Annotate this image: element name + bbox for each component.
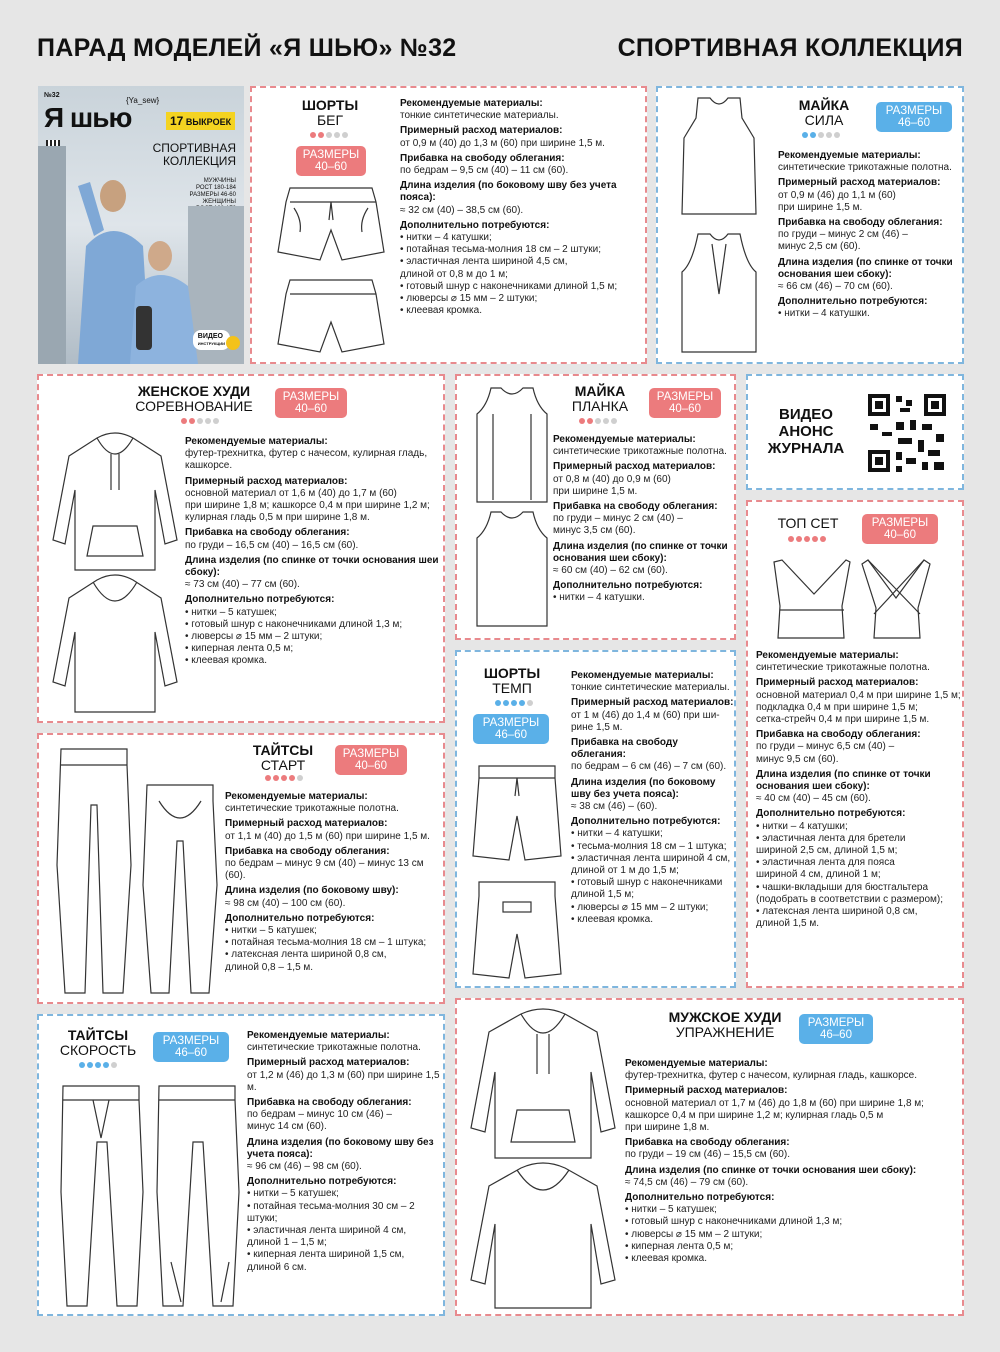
spec-line: кашкорсе. bbox=[185, 460, 233, 472]
spec-line: кулирная гладь 0,5 м при ширине 1,8 м. bbox=[185, 512, 370, 524]
spec-line: (подобрать в соответствии с размером); bbox=[756, 893, 944, 905]
sizes-badge bbox=[275, 388, 347, 418]
spec-line: ≈ 40 см (40) – 45 см (60). bbox=[756, 793, 871, 805]
spec-line: длиной 1,5 м; bbox=[571, 889, 635, 901]
card-shorts-tempo[interactable] bbox=[455, 650, 736, 988]
difficulty-dot bbox=[812, 536, 818, 542]
card-title: МУЖСКОЕ ХУДИ bbox=[668, 1009, 782, 1025]
spec-line: • нитки – 5 катушек; bbox=[225, 925, 317, 937]
spec-heading: Прибавка на свободу облегания: bbox=[400, 152, 565, 164]
difficulty-dot bbox=[289, 775, 295, 781]
spec-heading: Прибавка на свободу облегания: bbox=[756, 729, 921, 741]
difficulty-dot bbox=[611, 418, 617, 424]
spec-line: рине 1,5 м. bbox=[571, 721, 623, 733]
spec-heading: Длина изделия (по боковому шву без учета пояса): bbox=[247, 1136, 434, 1160]
cover-title-line2: КОЛЛЕКЦИЯ bbox=[163, 154, 236, 168]
difficulty-dots bbox=[788, 536, 828, 544]
spec-heading: Примерный расход материалов: bbox=[625, 1085, 788, 1097]
spec-line: по бедрам – минус 10 см (46) – bbox=[247, 1109, 392, 1121]
spec-heading: Примерный расход материалов: bbox=[247, 1057, 410, 1069]
difficulty-dot bbox=[87, 1062, 93, 1068]
cover-patterns-count: 17 bbox=[170, 114, 184, 128]
sizes-range: 46–60 bbox=[495, 729, 527, 741]
spec-line: • киперная лента 0,5 м; bbox=[625, 1240, 734, 1252]
spec-line: • нитки – 4 катушки. bbox=[778, 308, 870, 320]
spec-line: • клеевая кромка. bbox=[625, 1253, 707, 1265]
spec-line: • люверсы ⌀ 15 мм – 2 штуки; bbox=[571, 901, 709, 913]
sizes-label: РАЗМЕРЫ bbox=[482, 717, 540, 729]
magazine-cover[interactable] bbox=[38, 86, 244, 364]
spec-line: от 1,1 м (40) до 1,5 м (60) при ширине 1,5 м. bbox=[225, 830, 430, 842]
sizes-label: РАЗМЕРЫ bbox=[342, 748, 400, 760]
spec-heading: Дополнительно потребуются: bbox=[400, 219, 550, 231]
difficulty-dot bbox=[519, 700, 525, 706]
card-title: МАЙКА bbox=[798, 97, 850, 113]
spec-heading: Примерный расход материалов: bbox=[400, 125, 563, 137]
spec-heading: Прибавка на свободу облегания: bbox=[625, 1137, 790, 1149]
spec-line: ≈ 96 см (46) – 98 см (60). bbox=[247, 1161, 362, 1173]
spec-line: минус 2,5 см (60). bbox=[778, 241, 861, 253]
cover-issue: №32 bbox=[44, 92, 60, 99]
difficulty-dot bbox=[205, 418, 211, 424]
card-subtitle: БЕГ bbox=[316, 112, 344, 128]
sizes-label: РАЗМЕРЫ bbox=[302, 149, 360, 161]
spec-line: • латексная лента шириной 0,8 см, bbox=[756, 906, 918, 918]
spec-heading: Прибавка на свободу облегания: bbox=[247, 1097, 412, 1109]
spec-line: синтетические трикотажные полотна. bbox=[247, 1042, 421, 1054]
spec-line: • потайная тесьма-молния 30 см – 2 штуки; bbox=[247, 1200, 415, 1224]
spec-line: по бедрам – 9,5 см (40) – 11 см (60). bbox=[400, 165, 569, 177]
difficulty-dot bbox=[802, 132, 808, 138]
sizes-badge bbox=[335, 745, 407, 775]
spec-heading: Прибавка на свободу облегания: bbox=[571, 737, 678, 761]
difficulty-dot bbox=[197, 418, 203, 424]
spec-line: • латексная лента шириной 0,8 см, bbox=[225, 949, 387, 961]
qr-code-icon[interactable] bbox=[866, 392, 948, 474]
spec-line: • эластичная лента шириной 4 см, bbox=[571, 852, 731, 864]
cover-men-label: МУЖЧИНЫ bbox=[203, 178, 236, 184]
spec-line: длиной 1,5 м. bbox=[756, 918, 820, 930]
difficulty-dot bbox=[297, 775, 303, 781]
spec-heading: Примерный расход материалов: bbox=[553, 461, 716, 473]
spec-block bbox=[553, 434, 735, 605]
spec-line: • готовый шнур с наконечниками длиной 1,5 м; bbox=[400, 280, 618, 292]
spec-line: минус 3,5 см (60). bbox=[553, 525, 636, 537]
card-title: ШОРТЫ bbox=[301, 97, 359, 113]
sizes-label: РАЗМЕРЫ bbox=[656, 391, 714, 403]
spec-line: от 0,9 м (40) до 1,3 м (60) при ширине 1,5 м. bbox=[400, 137, 605, 149]
spec-heading: Длина изделия (по боковому шву без учета пояса): bbox=[400, 180, 617, 204]
spec-line: основной материал от 1,7 м (46) до 1,8 м (60) при ширине 1,8 м; bbox=[625, 1097, 924, 1109]
spec-line: ≈ 60 см (40) – 62 см (60). bbox=[553, 565, 668, 577]
difficulty-dot bbox=[181, 418, 187, 424]
cover-men-sizes: РАЗМЕРЫ 46-60 bbox=[189, 192, 236, 198]
sizes-badge bbox=[649, 388, 721, 418]
difficulty-dot bbox=[342, 132, 348, 138]
top-set-sketch bbox=[770, 554, 948, 644]
difficulty-dot bbox=[103, 1062, 109, 1068]
spec-line: сетка-стрейч 0,4 м при ширине 1,5 м. bbox=[756, 714, 930, 726]
sizes-badge bbox=[473, 714, 549, 744]
spec-line: синтетические трикотажные полотна. bbox=[778, 162, 952, 174]
difficulty-dot bbox=[495, 700, 501, 706]
sizes-badge bbox=[296, 146, 366, 176]
spec-line: длиной 6 см. bbox=[247, 1261, 307, 1273]
video-line2: АНОНС bbox=[778, 423, 834, 440]
spec-line: от 0,8 м (40) до 0,9 м (60) bbox=[553, 473, 671, 485]
spec-line: длиной от 1 м до 1,5 м; bbox=[571, 865, 679, 877]
spec-line: при ширине 1,5 м. bbox=[778, 201, 863, 213]
spec-block bbox=[571, 670, 735, 926]
spec-block bbox=[247, 1030, 443, 1274]
difficulty-dot bbox=[820, 536, 826, 542]
spec-heading: Дополнительно потребуются: bbox=[247, 1176, 397, 1188]
spec-heading: Дополнительно потребуются: bbox=[571, 816, 721, 828]
spec-line: • готовый шнур с наконечниками bbox=[571, 877, 723, 889]
spec-heading: Примерный расход материалов: bbox=[185, 475, 348, 487]
spec-line: кашкорсе 0,4 м при ширине 1,2 м; кулирная гладь 0,5 м bbox=[625, 1109, 884, 1121]
spec-line: ≈ 32 см (40) – 38,5 см (60). bbox=[400, 204, 524, 216]
spec-line: основной материал от 1,6 м (40) до 1,7 м (60) bbox=[185, 487, 397, 499]
spec-line: • нитки – 4 катушки; bbox=[571, 828, 663, 840]
spec-line: • люверсы ⌀ 15 мм – 2 штуки; bbox=[400, 293, 538, 305]
difficulty-dot bbox=[318, 132, 324, 138]
difficulty-dot bbox=[189, 418, 195, 424]
difficulty-dots bbox=[79, 1062, 119, 1070]
card-subtitle: УПРАЖНЕНИЕ bbox=[675, 1024, 775, 1040]
video-line3: ЖУРНАЛА bbox=[767, 440, 845, 457]
difficulty-dot bbox=[834, 132, 840, 138]
difficulty-dot bbox=[595, 418, 601, 424]
spec-line: при ширине 1,8 м; кашкорсе 0,4 м при ширине 1,2 м; bbox=[185, 500, 430, 512]
video-text bbox=[762, 406, 850, 457]
spec-line: по груди – минус 2 см (40) – bbox=[553, 513, 683, 525]
video-line1: ВИДЕО bbox=[779, 406, 833, 423]
sizes-range: 40–60 bbox=[884, 529, 916, 541]
difficulty-dot bbox=[213, 418, 219, 424]
tights-start-sketch bbox=[51, 745, 221, 997]
cover-video-label: ВИДЕО bbox=[197, 333, 223, 340]
spec-heading: Рекомендуемые материалы: bbox=[778, 150, 921, 161]
sizes-range: 46–60 bbox=[175, 1047, 207, 1059]
sizes-badge bbox=[799, 1014, 873, 1044]
spec-line: • клеевая кромка. bbox=[571, 913, 653, 925]
spec-line: ≈ 73 см (40) – 77 см (60). bbox=[185, 579, 300, 591]
card-hoodie-women[interactable] bbox=[37, 374, 445, 723]
card-title: ТОП СЕТ bbox=[777, 515, 839, 531]
spec-heading: Рекомендуемые материалы: bbox=[185, 436, 328, 447]
difficulty-dot bbox=[79, 1062, 85, 1068]
sizes-range: 40–60 bbox=[315, 161, 347, 173]
difficulty-dot bbox=[265, 775, 271, 781]
difficulty-dots bbox=[265, 775, 305, 783]
spec-heading: Примерный расход материалов: bbox=[756, 677, 919, 689]
sizes-range: 40–60 bbox=[669, 403, 701, 415]
spec-line: ≈ 66 см (46) – 70 см (60). bbox=[778, 281, 893, 293]
spec-line: шириной 2,5 см, длиной 1,5 м; bbox=[756, 845, 898, 857]
card-tights-speed[interactable] bbox=[37, 1014, 445, 1316]
spec-line: • нитки – 5 катушек; bbox=[625, 1204, 717, 1216]
difficulty-dot bbox=[334, 132, 340, 138]
spec-line: минус 14 см (60). bbox=[247, 1121, 327, 1133]
spec-line: • готовый шнур с наконечниками длиной 1,3 м; bbox=[625, 1216, 843, 1228]
spec-line: тонкие синтетические материалы. bbox=[571, 682, 730, 694]
cover-patterns-badge bbox=[166, 112, 235, 130]
spec-line: длиной от 0,8 м до 1 м; bbox=[400, 268, 508, 280]
spec-heading: Длина изделия (по спинке от точки основания шеи сбоку): bbox=[756, 768, 931, 793]
spec-heading: Рекомендуемые материалы: bbox=[553, 434, 696, 445]
spec-line: по груди – 16,5 см (40) – 16,5 см (60). bbox=[185, 539, 359, 551]
spec-line: ≈ 98 см (40) – 100 см (60). bbox=[225, 897, 346, 909]
spec-heading: Дополнительно потребуются: bbox=[553, 580, 703, 592]
spec-line: синтетические трикотажные полотна. bbox=[225, 803, 399, 815]
page-header-left: ПАРАД МОДЕЛЕЙ «Я ШЬЮ» №32 bbox=[37, 34, 457, 62]
cover-men-height: РОСТ 180-184 bbox=[195, 185, 236, 191]
difficulty-dot bbox=[310, 132, 316, 138]
spec-heading: Примерный расход материалов: bbox=[225, 818, 388, 830]
spec-line: по бедрам – минус 9 см (40) – минус 13 см (60). bbox=[225, 858, 424, 882]
card-tank-strength[interactable] bbox=[656, 86, 964, 364]
spec-line: ≈ 74,5 см (46) – 79 см (60). bbox=[625, 1176, 749, 1188]
spec-heading: Дополнительно потребуются: bbox=[625, 1192, 775, 1204]
spec-heading: Рекомендуемые материалы: bbox=[756, 650, 899, 661]
spec-line: • люверсы ⌀ 15 мм – 2 штуки; bbox=[625, 1228, 763, 1240]
spec-line: • эластичная лента шириной 4 см, bbox=[247, 1225, 407, 1237]
tank-plank-sketch bbox=[471, 384, 553, 634]
difficulty-dot bbox=[603, 418, 609, 424]
difficulty-dot bbox=[511, 700, 517, 706]
spec-heading: Прибавка на свободу облегания: bbox=[225, 845, 390, 857]
card-title: ТАЙТСЫ bbox=[252, 742, 314, 758]
spec-line: длиной 1 – 1,5 м; bbox=[247, 1237, 327, 1249]
card-subtitle: СОРЕВНОВАНИЕ bbox=[135, 398, 253, 414]
sizes-label: РАЗМЕРЫ bbox=[871, 517, 929, 529]
difficulty-dot bbox=[527, 700, 533, 706]
spec-heading: Дополнительно потребуются: bbox=[225, 912, 375, 924]
spec-line: по бедрам – 6 см (46) – 7 см (60). bbox=[571, 761, 727, 773]
spec-heading: Прибавка на свободу облегания: bbox=[185, 527, 350, 539]
spec-line: • нитки – 5 катушек; bbox=[185, 606, 277, 618]
spec-block bbox=[756, 650, 962, 930]
spec-line: по груди – минус 6,5 см (40) – bbox=[756, 741, 895, 753]
difficulty-dot bbox=[95, 1062, 101, 1068]
spec-heading: Дополнительно потребуются: bbox=[778, 296, 928, 308]
spec-line: при ширине 1,8 м. bbox=[625, 1122, 710, 1134]
difficulty-dot bbox=[810, 132, 816, 138]
difficulty-dot bbox=[579, 418, 585, 424]
spec-block bbox=[400, 98, 644, 317]
cover-patterns-label: ВЫКРОЕК bbox=[185, 117, 232, 127]
spec-line: тонкие синтетические материалы. bbox=[400, 110, 559, 122]
spec-line: от 1,2 м (46) до 1,3 м (60) при ширине 1,5 м. bbox=[247, 1069, 440, 1093]
spec-heading: Длина изделия (по спинке от точки основания шеи сбоку): bbox=[553, 540, 728, 564]
shorts-sketch bbox=[272, 180, 390, 360]
spec-heading: Дополнительно потребуются: bbox=[185, 594, 335, 606]
spec-heading: Рекомендуемые материалы: bbox=[625, 1058, 768, 1069]
spec-heading: Длина изделия (по боковому шву): bbox=[225, 885, 399, 897]
difficulty-dot bbox=[111, 1062, 117, 1068]
difficulty-dot bbox=[826, 132, 832, 138]
difficulty-dot bbox=[587, 418, 593, 424]
card-top-set[interactable] bbox=[746, 500, 964, 988]
difficulty-dots bbox=[579, 418, 619, 426]
spec-line: футер-трехнитка, футер с начесом, кулирная гладь, bbox=[185, 448, 428, 460]
spec-block bbox=[625, 1058, 963, 1265]
card-subtitle: ПЛАНКА bbox=[571, 398, 629, 414]
cover-logo: Я шью bbox=[44, 102, 132, 133]
spec-heading: Примерный расход материалов: bbox=[571, 697, 734, 709]
hoodie-men-sketch bbox=[469, 1008, 619, 1312]
sizes-range: 40–60 bbox=[295, 403, 327, 415]
spec-line: подкладка 0,4 м при ширине 1,5 м; bbox=[756, 701, 918, 713]
page-header-right: СПОРТИВНАЯ КОЛЛЕКЦИЯ bbox=[617, 34, 963, 62]
card-tank-plank[interactable] bbox=[455, 374, 736, 640]
card-hoodie-men[interactable] bbox=[455, 998, 964, 1316]
spec-heading: Рекомендуемые материалы: bbox=[571, 670, 714, 681]
card-title: ЖЕНСКОЕ ХУДИ bbox=[137, 383, 251, 399]
card-shorts-run[interactable] bbox=[250, 86, 647, 364]
difficulty-dot bbox=[788, 536, 794, 542]
spec-line: • тесьма-молния 18 см – 1 штука; bbox=[571, 840, 727, 852]
spec-line: • потайная тесьма-молния 18 см – 1 штука; bbox=[225, 937, 427, 949]
tank-sketch bbox=[672, 94, 766, 360]
sizes-badge bbox=[862, 514, 938, 544]
spec-line: • готовый шнур с наконечниками длиной 1,3 м; bbox=[185, 618, 403, 630]
sizes-range: 40–60 bbox=[355, 760, 387, 772]
difficulty-dot bbox=[503, 700, 509, 706]
cover-video-sub: ИНСТРУКЦИИ bbox=[197, 341, 225, 346]
spec-line: • киперная лента шириной 1,5 см, bbox=[247, 1249, 405, 1261]
difficulty-dots bbox=[181, 418, 221, 426]
difficulty-dot bbox=[273, 775, 279, 781]
play-icon[interactable] bbox=[226, 336, 240, 350]
card-subtitle: СИЛА bbox=[804, 112, 844, 128]
spec-line: по груди – 19 см (46) – 15,5 см (60). bbox=[625, 1149, 790, 1161]
sizes-label: РАЗМЕРЫ bbox=[282, 391, 340, 403]
difficulty-dots bbox=[802, 132, 842, 140]
cover-video-badge[interactable] bbox=[193, 330, 230, 350]
card-title: ТАЙТСЫ bbox=[67, 1027, 129, 1043]
difficulty-dot bbox=[281, 775, 287, 781]
spec-heading: Длина изделия (по спинке от точки основания шеи сбоку): bbox=[778, 256, 953, 280]
spec-line: • люверсы ⌀ 15 мм – 2 штуки; bbox=[185, 631, 323, 643]
card-title: МАЙКА bbox=[574, 383, 626, 399]
spec-line: • клеевая кромка. bbox=[185, 655, 267, 667]
spec-block bbox=[778, 150, 962, 321]
spec-block bbox=[185, 436, 443, 668]
spec-heading: Прибавка на свободу облегания: bbox=[553, 501, 718, 513]
sizes-label: РАЗМЕРЫ bbox=[162, 1035, 220, 1047]
card-tights-start[interactable] bbox=[37, 733, 445, 1004]
spec-heading: Дополнительно потребуются: bbox=[756, 808, 906, 820]
spec-line: • эластичная лента для бретели bbox=[756, 832, 906, 844]
spec-heading: Рекомендуемые материалы: bbox=[225, 791, 368, 802]
cover-handle: {Ya_sew} bbox=[126, 96, 160, 105]
cover-title-line1: СПОРТИВНАЯ bbox=[152, 141, 236, 155]
spec-block bbox=[225, 791, 443, 974]
spec-line: синтетические трикотажные полотна. bbox=[756, 662, 930, 674]
spec-heading: Длина изделия (по боковому шву без учета пояса): bbox=[571, 776, 716, 800]
difficulty-dot bbox=[796, 536, 802, 542]
cover-women-label: ЖЕНЩИНЫ bbox=[202, 199, 236, 205]
sizes-range: 46–60 bbox=[820, 1029, 852, 1041]
spec-line: • киперная лента 0,5 м; bbox=[185, 643, 294, 655]
spec-heading: Длина изделия (по спинке от точки основания шеи сбоку): bbox=[625, 1164, 917, 1176]
sizes-badge bbox=[153, 1032, 229, 1062]
spec-line: • нитки – 4 катушки; bbox=[400, 232, 492, 244]
spec-heading: Длина изделия (по спинке от точки основания шеи сбоку): bbox=[185, 554, 439, 579]
spec-line: минус 9,5 см (60). bbox=[756, 753, 839, 765]
spec-line: • нитки – 4 катушки; bbox=[756, 820, 848, 832]
sizes-label: РАЗМЕРЫ bbox=[885, 105, 943, 117]
tights-speed-sketch bbox=[55, 1082, 245, 1310]
spec-line: • нитки – 5 катушек; bbox=[247, 1188, 339, 1200]
difficulty-dots bbox=[495, 700, 535, 708]
spec-line: шириной 4 см, длиной 1 м; bbox=[756, 869, 881, 881]
hoodie-sketch bbox=[49, 430, 181, 720]
card-title: ШОРТЫ bbox=[483, 665, 541, 681]
spec-line: по груди – минус 2 см (46) – bbox=[778, 229, 908, 241]
spec-line: футер-трехнитка, футер с начесом, кулирная гладь, кашкорсе. bbox=[625, 1070, 918, 1082]
card-subtitle: ТЕМП bbox=[492, 680, 532, 696]
spec-heading: Примерный расход материалов: bbox=[778, 177, 941, 189]
difficulty-dots bbox=[310, 132, 350, 140]
sizes-badge bbox=[876, 102, 952, 132]
difficulty-dot bbox=[818, 132, 824, 138]
spec-line: при ширине 1,5 м. bbox=[553, 485, 638, 497]
spec-line: длиной 0,8 – 1,5 м. bbox=[225, 961, 314, 973]
spec-line: ≈ 38 см (46) – (60). bbox=[571, 801, 658, 813]
spec-line: основной материал 0,4 м при ширине 1,5 м; bbox=[756, 689, 961, 701]
sizes-label: РАЗМЕРЫ bbox=[807, 1017, 865, 1029]
spec-heading: Рекомендуемые материалы: bbox=[400, 98, 543, 109]
spec-line: от 1 м (46) до 1,4 м (60) при ши- bbox=[571, 709, 720, 721]
card-video[interactable] bbox=[746, 374, 964, 490]
spec-line: от 0,9 м (46) до 1,1 м (60) bbox=[778, 189, 896, 201]
card-subtitle: СКОРОСТЬ bbox=[59, 1042, 137, 1058]
spec-line: • клеевая кромка. bbox=[400, 305, 482, 317]
shorts-tempo-sketch bbox=[469, 762, 565, 984]
spec-line: синтетические трикотажные полотна. bbox=[553, 446, 727, 458]
spec-line: • нитки – 4 катушки. bbox=[553, 592, 645, 604]
difficulty-dot bbox=[804, 536, 810, 542]
difficulty-dot bbox=[326, 132, 332, 138]
spec-heading: Рекомендуемые материалы: bbox=[247, 1030, 390, 1041]
spec-line: • эластичная лента шириной 4,5 см, bbox=[400, 256, 568, 268]
spec-line: • чашки-вкладыши для бюстгальтера bbox=[756, 881, 929, 893]
card-subtitle: СТАРТ bbox=[260, 757, 306, 773]
spec-line: • потайная тесьма-молния 18 см – 2 штуки; bbox=[400, 244, 601, 256]
spec-heading: Прибавка на свободу облегания: bbox=[778, 217, 943, 229]
spec-line: • эластичная лента для пояса bbox=[756, 857, 895, 869]
sizes-range: 46–60 bbox=[898, 117, 930, 129]
